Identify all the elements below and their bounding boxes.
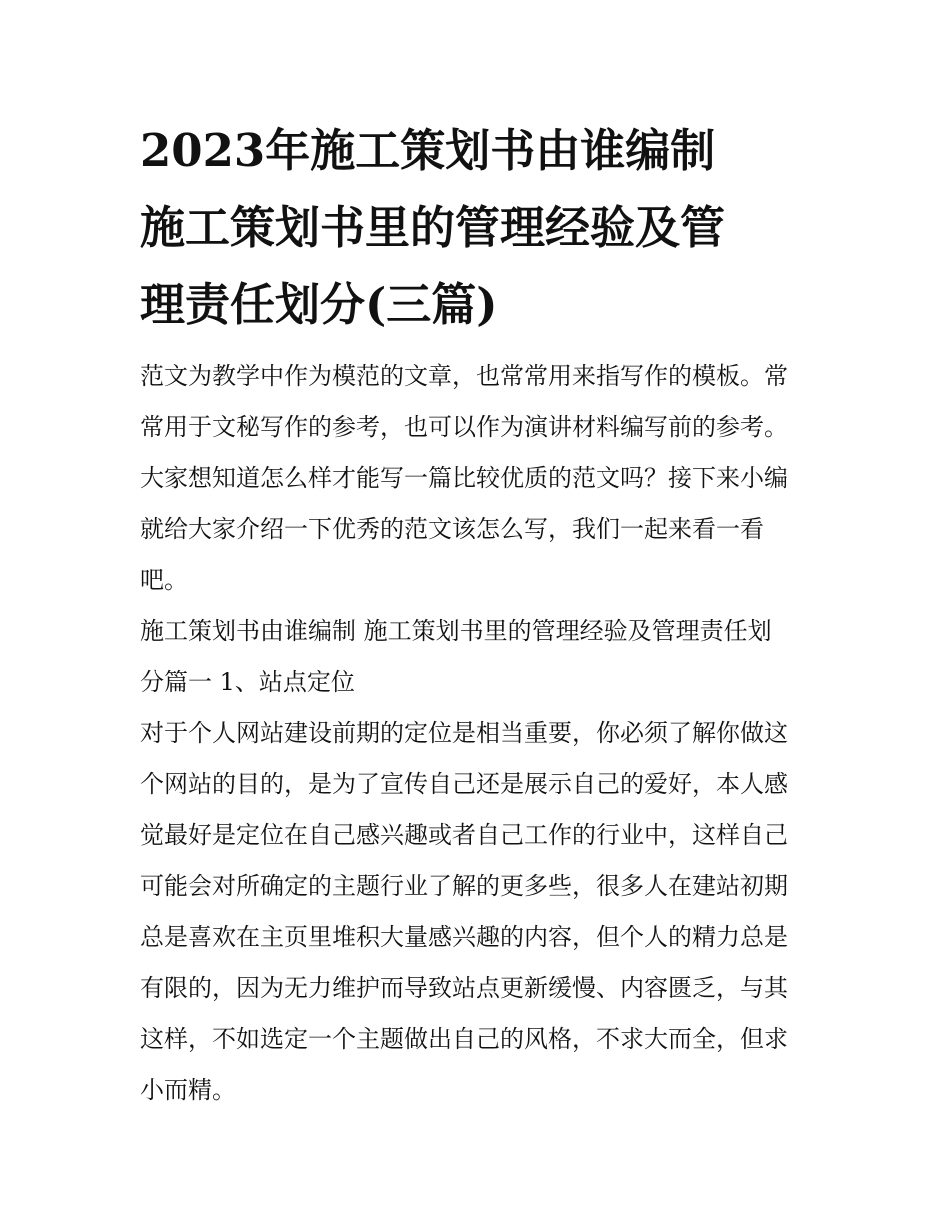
body-paragraph [140, 708, 812, 1116]
body-line: 小而精。 [140, 1076, 236, 1104]
body-line: 这样，不如选定一个主题做出自己的风格，不求大而全，但求 [140, 1025, 788, 1053]
intro-line: 就给大家介绍一下优秀的范文该怎么写，我们一起来看一看 [140, 515, 764, 543]
title-line: 理责任划分(三篇) [140, 278, 498, 331]
intro-line: 常用于文秘写作的参考，也可以作为演讲材料编写前的参考。 [140, 413, 788, 441]
body-line: 觉最好是定位在自己感兴趣或者自己工作的行业中，这样自己 [140, 821, 788, 849]
title-line: 2023年施工策划书由谁编制 [140, 124, 716, 177]
document-page [140, 112, 812, 1116]
intro-line: 吧。 [140, 566, 188, 594]
body-line: 对于个人网站建设前期的定位是相当重要，你必须了解你做这 [140, 719, 788, 747]
title-line: 施工策划书里的管理经验及管 [140, 201, 726, 254]
body-line: 有限的，因为无力维护而导致站点更新缓慢、内容匮乏，与其 [140, 974, 788, 1002]
section-heading-line: 施工策划书由谁编制 施工策划书里的管理经验及管理责任划 [140, 617, 772, 645]
body-line: 可能会对所确定的主题行业了解的更多些，很多人在建站初期 [140, 872, 788, 900]
intro-line: 范文为教学中作为模范的文章，也常常用来指写作的模板。常 [140, 362, 788, 390]
intro-paragraph [140, 351, 812, 606]
body-line: 总是喜欢在主页里堆积大量感兴趣的内容，但个人的精力总是 [140, 923, 788, 951]
body-line: 个网站的目的，是为了宣传自己还是展示自己的爱好，本人感 [140, 770, 788, 798]
intro-line: 大家想知道怎么样才能写一篇比较优质的范文吗？接下来小编 [140, 464, 788, 492]
document-title [140, 112, 812, 343]
section-heading [140, 606, 812, 708]
section-heading-line: 分篇一 1、站点定位 [140, 668, 355, 696]
